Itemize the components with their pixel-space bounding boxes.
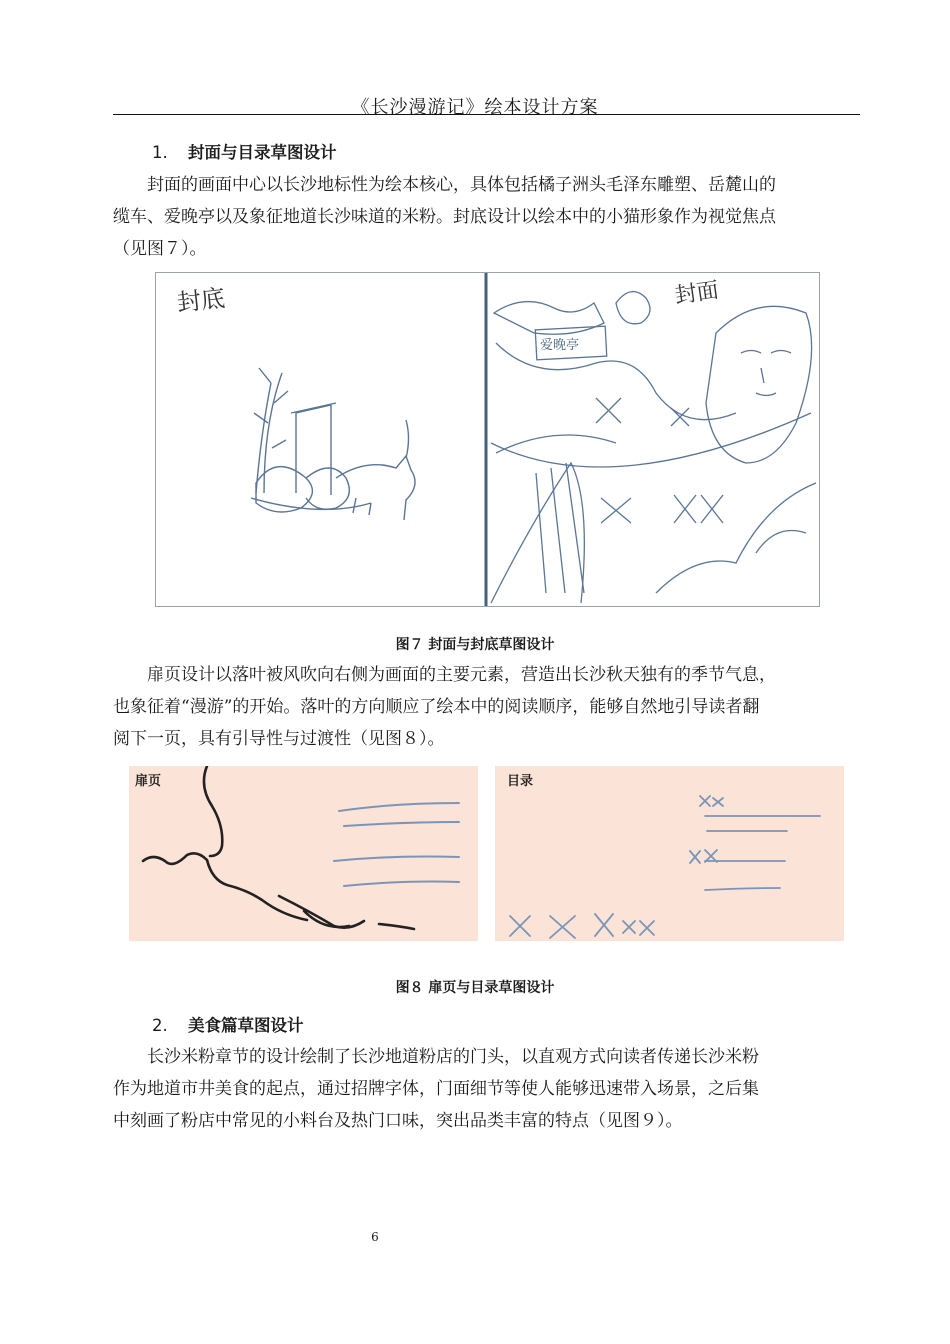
contents-label: 目录: [507, 774, 534, 789]
contents-drawing: [495, 766, 844, 941]
paragraph-line: 中刻画了粉店中常见的小料台及热门口味，突出品类丰富的特点（见图９）。: [113, 1111, 683, 1131]
running-header: 《长沙漫游记》绘本设计方案: [351, 97, 599, 118]
paragraph-line: 作为地道市井美食的起点，通过招牌字体，门面细节等使人能够迅速带入场景，之后集: [113, 1079, 759, 1099]
pavilion-sign: 爱晚亭: [540, 338, 580, 353]
section-2-heading: [152, 1012, 304, 1036]
title-page-label: 扉页: [135, 774, 162, 789]
paragraph-line: 封面的画面中心以长沙地标性为绘本核心，具体包括橘子洲头毛泽东雕塑、岳麓山的: [113, 175, 776, 195]
section-2-number: 2.: [152, 1016, 168, 1035]
section-1-paragraph: [113, 169, 861, 265]
section-1-title: 封面与目录草图设计: [188, 143, 337, 162]
paragraph-line: 长沙米粉章节的设计绘制了长沙地道粉店的门头，以直观方式向读者传递长沙米粉: [113, 1047, 759, 1067]
cover-sketch-drawing: [156, 273, 819, 606]
paragraph-line: 阅下一页，具有引导性与过渡性（见图８）。: [113, 729, 445, 749]
section-2-paragraph: [113, 1041, 861, 1137]
figure-8-intro-paragraph: [113, 659, 861, 755]
cat-illustration: [251, 368, 415, 520]
figure-7-sketch: [155, 272, 820, 607]
falling-leaves-drawing: [129, 766, 478, 941]
page-number: 6: [371, 1230, 379, 1244]
paragraph-line: （见图７）。: [113, 239, 207, 259]
section-1-number: 1.: [152, 143, 168, 162]
back-cover-label: 封底: [175, 284, 227, 317]
front-cover-label: 封面: [673, 278, 721, 309]
header-rule: [113, 114, 860, 115]
paragraph-line: 也象征着“漫游”的开始。落叶的方向顺应了绘本中的阅读顺序，能够自然地引导读者翻: [113, 697, 760, 717]
section-2-title: 美食篇草图设计: [188, 1016, 304, 1035]
figure-8-contents-sketch: [495, 766, 844, 941]
figure-8-caption: 图８ 扉页与目录草图设计: [395, 980, 555, 996]
paragraph-line: 缆车、爱晚亭以及象征地道长沙味道的米粉。封底设计以绘本中的小猫形象作为视觉焦点: [113, 207, 776, 227]
section-1-heading: [152, 139, 337, 163]
paragraph-line: 扉页设计以落叶被风吹向右侧为画面的主要元素，营造出长沙秋天独有的季节气息，: [113, 665, 776, 685]
figure-7-caption: 图７ 封面与封底草图设计: [395, 637, 555, 653]
figure-8-title-page-sketch: [129, 766, 478, 941]
